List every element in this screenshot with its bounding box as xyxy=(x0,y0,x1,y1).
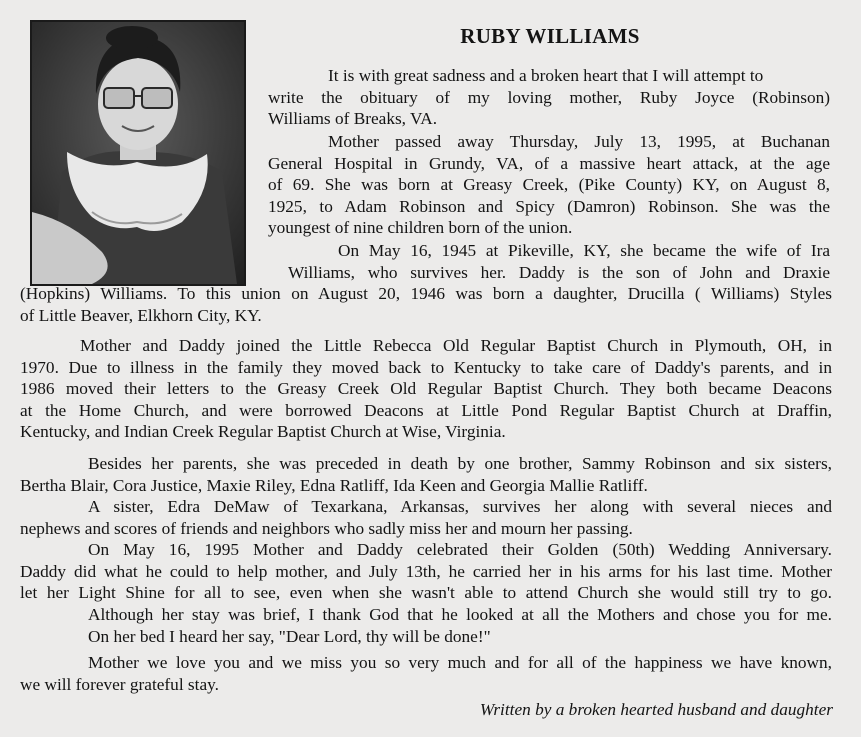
paragraph-2 xyxy=(268,131,830,239)
paragraph-4 xyxy=(20,335,832,443)
paragraph-9 xyxy=(20,626,832,648)
text-line: of Little Beaver, Elkhorn City, KY. xyxy=(20,305,262,325)
text-line: Mother we love you and we miss you so very much and for all of the happiness we have known, xyxy=(88,653,832,672)
text-line: youngest of nine children born of the union. xyxy=(268,218,573,238)
text-line: Bertha Blair, Cora Justice, Maxie Riley, Edna Ratliff, Ida Keen and Georgia Mallie Ratliff. xyxy=(20,475,648,495)
paragraph-7 xyxy=(20,539,832,604)
paragraph-10 xyxy=(20,652,832,695)
text-line: write the obituary of my loving mother, Ruby Joyce (Robinson) xyxy=(268,87,830,107)
text-line: General Hospital in Grundy, VA, of a massive heart attack, at the age xyxy=(268,153,830,173)
paragraph-6 xyxy=(20,496,832,539)
text-line: at the Home Church, and were borrowed Deacons at Little Pond Regular Baptist Church at Draffin, xyxy=(20,400,832,420)
text-line: (Hopkins) Williams. To this union on August 20, 1946 was born a daughter, Drucilla ( Williams) Styles xyxy=(20,284,832,303)
text-line: 1925, to Adam Robinson and Spicy (Damron) Robinson. She was the xyxy=(268,196,830,216)
text-line: Besides her parents, she was preceded in death by one brother, Sammy Robinson and six sisters, xyxy=(88,454,832,473)
portrait-photo xyxy=(30,20,246,286)
text-line: Williams of Breaks, VA. xyxy=(268,109,438,129)
text-line: nephews and scores of friends and neighbors who sadly miss her and mourn her passing. xyxy=(20,518,633,538)
text-line: It is with great sadness and a broken heart that I will attempt to xyxy=(328,66,764,85)
paragraph-3 xyxy=(268,240,830,283)
text-line: On her bed I heard her say, "Dear Lord, thy will be done!" xyxy=(88,627,491,646)
text-line: Kentucky, and Indian Creek Regular Baptist Church at Wise, Virginia. xyxy=(20,422,506,442)
text-line: On May 16, 1945 at Pikeville, KY, she became the wife of Ira xyxy=(338,241,830,260)
text-line: Daddy did what he could to help mother, and July 13th, he carried her in his arms for his last time. Mother xyxy=(20,561,832,581)
signature-line: Written by a broken hearted husband and daughter xyxy=(479,700,833,719)
text-line: Williams, who survives her. Daddy is the son of John and Draxie xyxy=(288,262,830,282)
text-line: Mother and Daddy joined the Little Rebecca Old Regular Baptist Church in Plymouth, OH, in xyxy=(80,336,832,355)
text-line: 1986 moved their letters to the Greasy Creek Old Regular Baptist Church. They both became Deacons xyxy=(20,379,832,399)
paragraph-8 xyxy=(20,604,832,626)
paragraph-5 xyxy=(20,453,832,496)
text-line: Although her stay was brief, I thank God that he looked at all the Mothers and chose you for me. xyxy=(88,605,832,624)
paragraph-1 xyxy=(268,65,830,130)
text-line: of 69. She was born at Greasy Creek, (Pike County) KY, on August 8, xyxy=(268,175,830,195)
text-line: On May 16, 1995 Mother and Daddy celebrated their Golden (50th) Wedding Anniversary. xyxy=(88,540,832,559)
text-line: 1970. Due to illness in the family they moved back to Kentucky to take care of Daddy's parents, and in xyxy=(20,357,832,377)
obituary-title: RUBY WILLIAMS xyxy=(460,24,640,48)
text-line: let her Light Shine for all to see, even when she wasn't able to attend Church she would still try to go. xyxy=(20,583,832,603)
paragraph-3-cont xyxy=(20,283,832,326)
text-line: Mother passed away Thursday, July 13, 1995, at Buchanan xyxy=(328,132,830,151)
text-line: A sister, Edra DeMaw of Texarkana, Arkansas, survives her along with several nieces and xyxy=(88,497,832,516)
text-line: we will forever grateful stay. xyxy=(20,674,219,694)
